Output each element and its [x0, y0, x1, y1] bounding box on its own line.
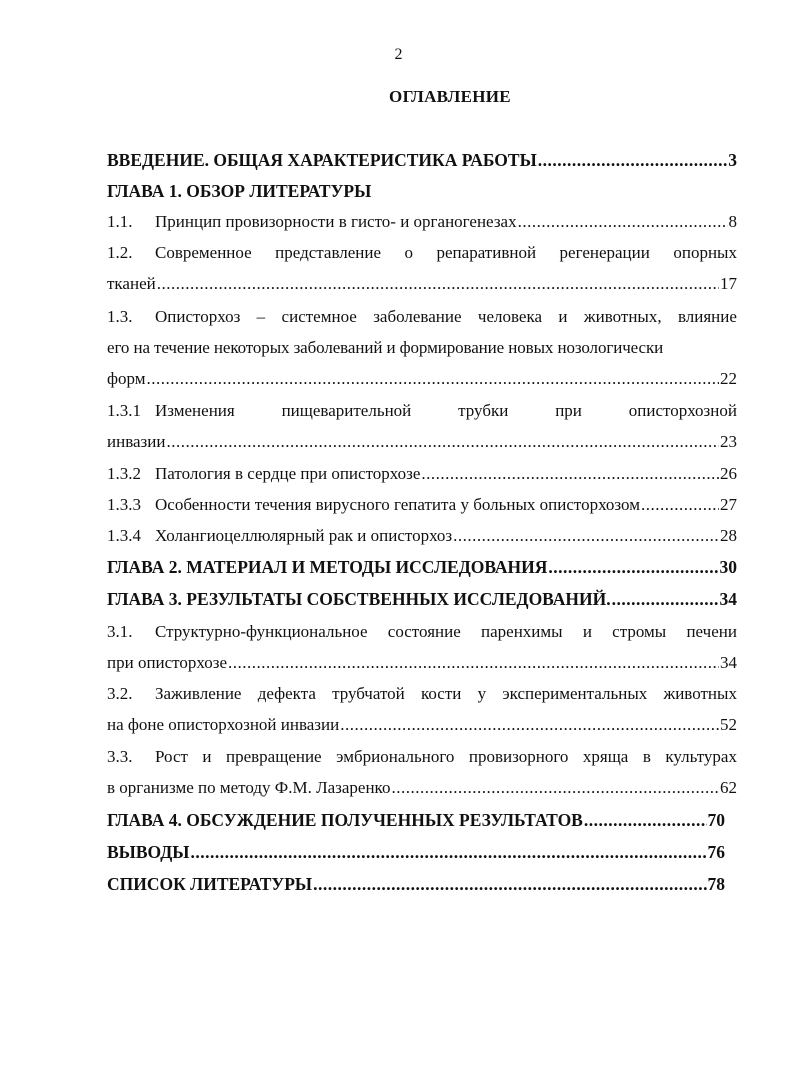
toc-entry-1-2-cont[interactable]: тканей ..... 17 — [107, 274, 737, 294]
toc-entry-1-3-cont2[interactable]: форм ..... 22 — [107, 369, 737, 389]
toc-entry-3-3[interactable]: 3.3. Рост и превращение эмбрионального провизорного хряща в культурах — [107, 747, 737, 766]
page-number: 2 — [394, 46, 403, 63]
toc-entry-1-1[interactable]: 1.1. Принцип провизорности в гисто- и органогенезах ..... 8 — [107, 212, 737, 232]
toc-entry-3-3-cont[interactable]: в организме по методу Ф.М. Лазаренко ..... 62 — [107, 778, 737, 798]
toc-entry-1-2-title: Современное представление о репаративной регенерации опорных — [155, 243, 737, 262]
toc-entry-1-2[interactable]: 1.2. Современное представление о репаративной регенерации опорных — [107, 243, 737, 262]
toc-entry-chapter-3[interactable]: ГЛАВА 3. РЕЗУЛЬТАТЫ СОБСТВЕННЫХ ИССЛЕДОВАНИЙ. ..... 34 — [107, 589, 737, 609]
toc-entry-1-3[interactable]: 1.3. Описторхоз – системное заболевание человека и животных, влияние — [107, 307, 737, 326]
toc-entry-1-3-2[interactable]: 1.3.2 Патология в сердце при описторхозе ..... 26 — [107, 464, 737, 484]
toc-entry-3-2[interactable]: 3.2. Заживление дефекта трубчатой кости у экспериментальных животных — [107, 684, 737, 703]
toc-entry-introduction[interactable]: ВВЕДЕНИЕ. ОБЩАЯ ХАРАКТЕРИСТИКА РАБОТЫ ..... 3 — [107, 150, 737, 170]
toc-entry-3-2-cont[interactable]: на фоне описторхозной инвазии ..... 52 — [107, 715, 737, 735]
toc-entry-3-1[interactable]: 3.1. Структурно-функциональное состояние паренхимы и стромы печени — [107, 622, 737, 641]
toc-entry-1-3-4[interactable]: 1.3.4 Холангиоцеллюлярный рак и описторхоз ..... 28 — [107, 526, 737, 546]
toc-entry-references[interactable]: СПИСОК ЛИТЕРАТУРЫ ..... 78 — [107, 874, 725, 894]
toc-entry-1-3-1-cont[interactable]: инвазии ..... 23 — [107, 432, 737, 452]
toc-entry-chapter-1[interactable]: ГЛАВА 1. ОБЗОР ЛИТЕРАТУРЫ — [107, 181, 372, 201]
toc-entry-1-3-1[interactable]: 1.3.1 Изменения пищеварительной трубки при описторхозной — [107, 401, 737, 420]
toc-entry-chapter-2[interactable]: ГЛАВА 2. МАТЕРИАЛ И МЕТОДЫ ИССЛЕДОВАНИЯ ..... 30 — [107, 557, 737, 577]
toc-entry-1-3-cont[interactable]: его на течение некоторых заболеваний и формирование новых нозологически — [107, 338, 664, 357]
toc-entry-3-1-cont[interactable]: при описторхозе ..... 34 — [107, 653, 737, 673]
toc-entry-1-3-title: Описторхоз – системное заболевание человека и животных, влияние — [155, 307, 737, 326]
toc-title: ОГЛАВЛЕНИЕ — [389, 87, 511, 106]
toc-entry-3-1-title: Структурно-функциональное состояние паренхимы и стромы печени — [155, 622, 737, 641]
toc-entry-chapter-4[interactable]: ГЛАВА 4. ОБСУЖДЕНИЕ ПОЛУЧЕННЫХ РЕЗУЛЬТАТОВ ..... 70 — [107, 810, 725, 830]
toc-entry-3-3-title: Рост и превращение эмбрионального провизорного хряща в культурах — [155, 747, 737, 766]
toc-entry-1-3-1-title: Изменения пищеварительной трубки при описторхозной — [155, 401, 737, 420]
toc-entry-1-3-3[interactable]: 1.3.3 Особенности течения вирусного гепатита у больных описторхозом ..... 27 — [107, 495, 737, 515]
toc-entry-3-2-title: Заживление дефекта трубчатой кости у экспериментальных животных — [155, 684, 737, 703]
toc-entry-conclusions[interactable]: ВЫВОДЫ ..... 76 — [107, 842, 725, 862]
